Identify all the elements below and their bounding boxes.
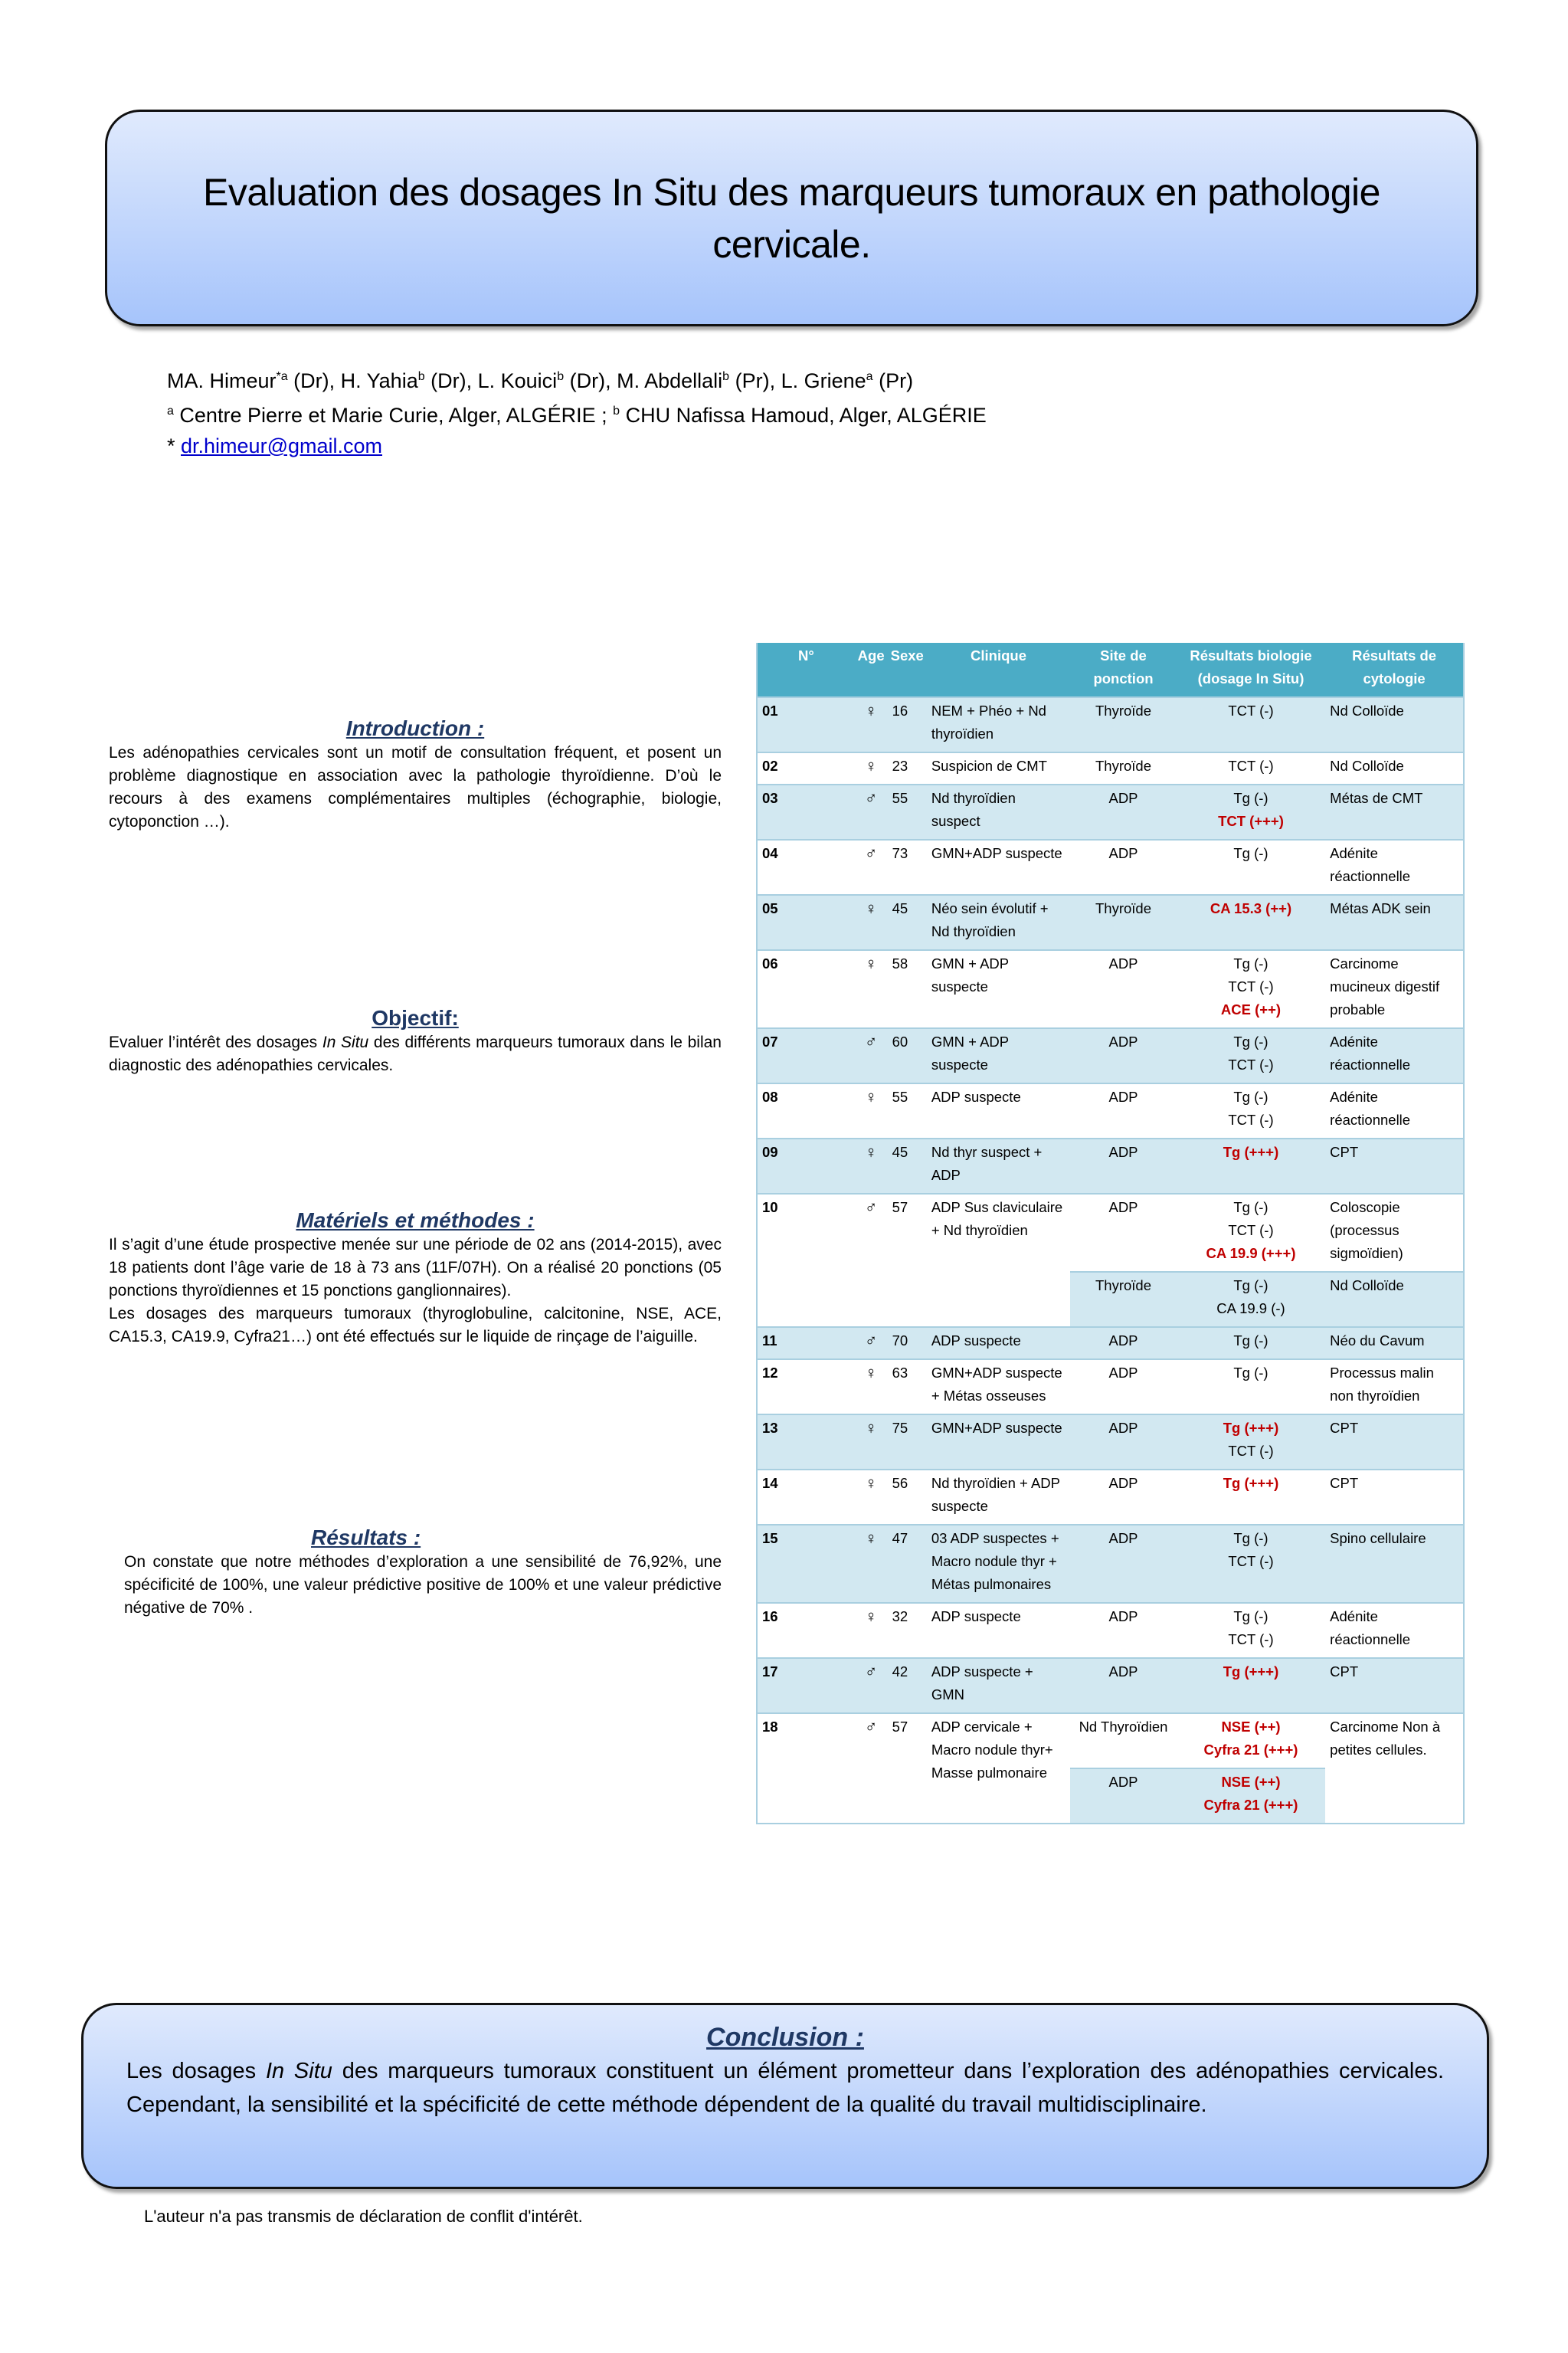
aff-sup: b — [613, 405, 620, 418]
female-icon: ♀ — [855, 1525, 888, 1603]
conclusion-heading — [126, 2020, 1444, 2054]
marker-negative: Tg (-) — [1233, 1034, 1268, 1050]
table-row — [757, 1470, 1464, 1525]
cell-number: 12 — [757, 1359, 855, 1414]
female-icon: ♀ — [855, 1359, 888, 1414]
cell-age: 45 — [888, 895, 927, 950]
cell-number: 17 — [757, 1658, 855, 1713]
male-icon: ♂ — [855, 1194, 888, 1327]
cell-site: ADP — [1070, 1768, 1177, 1824]
cell-cytologie: Nd Colloïde — [1325, 1272, 1464, 1327]
header-clinique: Clinique — [927, 643, 1070, 697]
marker-negative: Tg (-) — [1233, 1530, 1268, 1546]
cell-clinique: GMN+ADP suspecte — [927, 1414, 1070, 1470]
heading-text: Résultats : — [311, 1526, 421, 1549]
cell-clinique: ADP suspecte — [927, 1603, 1070, 1658]
text-run: des marqueurs tumoraux constituent un élément prometteur dans l’exploration des adénopathies cervicales. Cependant, la sensibilité et la spécificité de cette méthode dépendent de la qualité du travail multidisciplinaire. — [126, 2059, 1445, 2117]
header-biologie: Résultats biologie (dosage In Situ) — [1177, 643, 1325, 697]
heading-text: Objectif: — [372, 1006, 459, 1030]
table-body — [757, 697, 1464, 1824]
marker-negative: TCT (-) — [1228, 1553, 1274, 1569]
marker-positive: TCT (+++) — [1218, 813, 1284, 829]
author-name: M. Abdellali — [617, 369, 723, 392]
cell-number: 01 — [757, 697, 855, 752]
heading-text: Conclusion : — [706, 2023, 864, 2052]
header-cytologie: Résultats de cytologie — [1325, 643, 1464, 697]
male-icon: ♂ — [855, 1658, 888, 1713]
female-icon: ♀ — [855, 895, 888, 950]
heading-text: Matériels et méthodes : — [296, 1208, 535, 1232]
cell-site: ADP — [1070, 1603, 1177, 1658]
author-list — [167, 362, 987, 396]
female-icon: ♀ — [855, 1470, 888, 1525]
cell-site: Thyroïde — [1070, 895, 1177, 950]
cell-number: 13 — [757, 1414, 855, 1470]
author-role: (Dr), — [430, 369, 478, 392]
cell-biologie — [1177, 785, 1325, 840]
table-row — [757, 1525, 1464, 1603]
table-row — [757, 752, 1464, 785]
aff-sup: a — [167, 405, 174, 418]
author-name: L. Griene — [781, 369, 866, 392]
cell-age: 16 — [888, 697, 927, 752]
cell-age: 70 — [888, 1327, 927, 1359]
email-asterisk: * — [167, 434, 182, 457]
title-box — [105, 110, 1478, 326]
cell-number: 07 — [757, 1028, 855, 1083]
cell-site: Nd Thyroïdien — [1070, 1713, 1177, 1768]
cell-clinique: Néo sein évolutif + Nd thyroïdien — [927, 895, 1070, 950]
author-sup: b — [417, 370, 425, 383]
cell-number: 16 — [757, 1603, 855, 1658]
introduction-heading — [109, 716, 722, 742]
cell-age: 23 — [888, 752, 927, 785]
author-sup: a — [866, 370, 873, 383]
table-row — [757, 697, 1464, 752]
affiliation-a: Centre Pierre et Marie Curie, Alger, ALGÉRIE ; — [179, 404, 614, 427]
cell-cytologie: Néo du Cavum — [1325, 1327, 1464, 1359]
heading-text: Introduction : — [345, 716, 485, 740]
male-icon: ♂ — [855, 840, 888, 895]
female-icon: ♀ — [855, 1139, 888, 1194]
cell-clinique: Nd thyr suspect + ADP — [927, 1139, 1070, 1194]
author-role: (Dr), — [293, 369, 341, 392]
marker-negative: TCT (-) — [1228, 1443, 1274, 1459]
cell-cytologie: CPT — [1325, 1139, 1464, 1194]
cell-site: ADP — [1070, 1525, 1177, 1603]
cell-biologie — [1177, 1028, 1325, 1083]
introduction-text: Les adénopathies cervicales sont un motif de consultation fréquent, et posent un problème diagnostique en association avec la pathologie thyroïdienne. D’où le recours à des examens complémentaires multiples (échographie, biologie, cytoponction …). — [109, 744, 722, 831]
cell-biologie — [1177, 1414, 1325, 1470]
cell-age: 73 — [888, 840, 927, 895]
conclusion-box — [81, 2003, 1489, 2189]
cell-cytologie: Adénite réactionnelle — [1325, 840, 1464, 895]
marker-negative: TCT (-) — [1228, 978, 1274, 995]
female-icon: ♀ — [855, 697, 888, 752]
header-sexe: Sexe — [888, 643, 927, 697]
table-row — [757, 1713, 1464, 1768]
cell-clinique: ADP suspecte + GMN — [927, 1658, 1070, 1713]
cell-site: Thyroïde — [1070, 752, 1177, 785]
cell-age: 45 — [888, 1139, 927, 1194]
cell-number: 08 — [757, 1083, 855, 1139]
marker-negative: TCT (-) — [1228, 703, 1274, 719]
cell-site: ADP — [1070, 1359, 1177, 1414]
cell-number: 02 — [757, 752, 855, 785]
table-row — [757, 1028, 1464, 1083]
cell-cytologie: Carcinome mucineux digestif probable — [1325, 950, 1464, 1028]
table-row — [757, 1414, 1464, 1470]
cell-clinique: GMN+ADP suspecte — [927, 840, 1070, 895]
cell-age: 55 — [888, 785, 927, 840]
cell-cytologie: Métas ADK sein — [1325, 895, 1464, 950]
cell-age: 32 — [888, 1603, 927, 1658]
cell-site: ADP — [1070, 950, 1177, 1028]
affiliations — [167, 396, 987, 431]
marker-positive: CA 19.9 (+++) — [1206, 1245, 1296, 1261]
cell-age: 60 — [888, 1028, 927, 1083]
cell-age: 47 — [888, 1525, 927, 1603]
marker-positive: NSE (++) — [1221, 1774, 1281, 1790]
marker-negative: Tg (-) — [1233, 1365, 1268, 1381]
header-no: N° — [757, 643, 855, 697]
marker-negative: Tg (-) — [1233, 845, 1268, 861]
cell-number: 10 — [757, 1194, 855, 1327]
marker-negative: TCT (-) — [1228, 1112, 1274, 1128]
male-icon: ♂ — [855, 1327, 888, 1359]
cell-number: 14 — [757, 1470, 855, 1525]
cell-biologie — [1177, 1083, 1325, 1139]
cell-clinique: ADP Sus claviculaire + Nd thyroïdien — [927, 1194, 1070, 1327]
conclusion-text — [126, 2054, 1444, 2122]
author-name: L. Kouici — [477, 369, 558, 392]
author-sup: b — [722, 370, 730, 383]
objectif-text — [109, 1031, 722, 1077]
marker-positive: Cyfra 21 (+++) — [1203, 1742, 1298, 1758]
cell-site: ADP — [1070, 840, 1177, 895]
cell-cytologie: CPT — [1325, 1470, 1464, 1525]
header-site: Site de ponction — [1070, 643, 1177, 697]
female-icon: ♀ — [855, 752, 888, 785]
cell-clinique: ADP cervicale + Macro nodule thyr+ Masse pulmonaire — [927, 1713, 1070, 1824]
cell-site: ADP — [1070, 1028, 1177, 1083]
marker-negative: Tg (-) — [1233, 1608, 1268, 1624]
cell-biologie — [1177, 1768, 1325, 1824]
results-table — [756, 643, 1465, 1824]
marker-negative: Tg (-) — [1233, 790, 1268, 806]
author-role: (Dr), — [569, 369, 617, 392]
cell-biologie — [1177, 1139, 1325, 1194]
resultats-section — [124, 1525, 722, 1620]
cell-biologie — [1177, 1272, 1325, 1327]
marker-negative: Tg (-) — [1233, 955, 1268, 972]
table-row — [757, 840, 1464, 895]
marker-positive: NSE (++) — [1221, 1719, 1281, 1735]
objectif-section — [109, 1005, 722, 1077]
conflict-disclaimer: L'auteur n'a pas transmis de déclaration de conflit d'intérêt. — [144, 2207, 583, 2226]
resultats-heading — [124, 1525, 722, 1551]
cell-cytologie: Processus malin non thyroïdien — [1325, 1359, 1464, 1414]
cell-clinique: 03 ADP suspectes + Macro nodule thyr + Métas pulmonaires — [927, 1525, 1070, 1603]
table-row — [757, 785, 1464, 840]
table-row — [757, 1359, 1464, 1414]
cell-site: ADP — [1070, 1658, 1177, 1713]
male-icon: ♂ — [855, 785, 888, 840]
cell-cytologie: Adénite réactionnelle — [1325, 1603, 1464, 1658]
text-italic: In Situ — [265, 2059, 332, 2083]
resultats-text: On constate que notre méthodes d’exploration a une sensibilité de 76,92%, une spécificité de 100%, une valeur prédictive positive de 100% et une valeur prédictive négative de 70% . — [124, 1553, 722, 1617]
marker-positive: Cyfra 21 (+++) — [1203, 1797, 1298, 1813]
male-icon: ♂ — [855, 1028, 888, 1083]
methodes-section — [109, 1208, 722, 1349]
cell-age: 57 — [888, 1194, 927, 1327]
table-row — [757, 1083, 1464, 1139]
author-role: (Pr) — [879, 369, 914, 392]
text-run: Les dosages — [126, 2059, 266, 2083]
marker-positive: Tg (+++) — [1223, 1144, 1279, 1160]
methodes-heading — [109, 1208, 722, 1234]
table-row — [757, 1658, 1464, 1713]
cell-cytologie: Adénite réactionnelle — [1325, 1083, 1464, 1139]
cell-site: ADP — [1070, 1470, 1177, 1525]
cell-cytologie: Métas de CMT — [1325, 785, 1464, 840]
cell-age: 42 — [888, 1658, 927, 1713]
cell-site: ADP — [1070, 1083, 1177, 1139]
cell-cytologie: Spino cellulaire — [1325, 1525, 1464, 1603]
cell-age: 75 — [888, 1414, 927, 1470]
cell-biologie — [1177, 752, 1325, 785]
marker-negative: Tg (-) — [1233, 1199, 1268, 1215]
cell-biologie — [1177, 1525, 1325, 1603]
table-row — [757, 1139, 1464, 1194]
author-sup: b — [557, 370, 565, 383]
marker-positive: ACE (++) — [1220, 1001, 1282, 1018]
female-icon: ♀ — [855, 1603, 888, 1658]
cell-clinique: GMN + ADP suspecte — [927, 1028, 1070, 1083]
cell-cytologie: CPT — [1325, 1414, 1464, 1470]
cell-number: 04 — [757, 840, 855, 895]
cell-number: 11 — [757, 1327, 855, 1359]
cell-age: 58 — [888, 950, 927, 1028]
cell-age: 55 — [888, 1083, 927, 1139]
table-row — [757, 1603, 1464, 1658]
cell-biologie — [1177, 1194, 1325, 1272]
email-link[interactable]: dr.himeur@gmail.com — [181, 434, 383, 457]
cell-number: 09 — [757, 1139, 855, 1194]
cell-site: ADP — [1070, 1194, 1177, 1272]
cell-number: 05 — [757, 895, 855, 950]
cell-cytologie: Nd Colloïde — [1325, 697, 1464, 752]
affiliation-b: CHU Nafissa Hamoud, Alger, ALGÉRIE — [625, 404, 987, 427]
marker-negative: Tg (-) — [1233, 1277, 1268, 1293]
author-name: H. Yahia — [340, 369, 418, 392]
cell-biologie — [1177, 1658, 1325, 1713]
cell-age: 63 — [888, 1359, 927, 1414]
cell-cytologie: Carcinome Non à petites cellules. — [1325, 1713, 1464, 1824]
authors-block — [167, 362, 987, 461]
header-age: Age — [855, 643, 888, 697]
female-icon: ♀ — [855, 1414, 888, 1470]
cell-number: 03 — [757, 785, 855, 840]
marker-positive: CA 15.3 (++) — [1210, 900, 1292, 916]
cell-cytologie: Coloscopie (processus sigmoïdien) — [1325, 1194, 1464, 1272]
female-icon: ♀ — [855, 950, 888, 1028]
cell-number: 15 — [757, 1525, 855, 1603]
cell-clinique: Nd thyroïdien + ADP suspecte — [927, 1470, 1070, 1525]
author-sup: *a — [276, 370, 288, 383]
cell-site: ADP — [1070, 1327, 1177, 1359]
table-row — [757, 1194, 1464, 1272]
cell-biologie — [1177, 1713, 1325, 1768]
table-row — [757, 895, 1464, 950]
cell-biologie — [1177, 1603, 1325, 1658]
text-italic: In Situ — [322, 1034, 369, 1051]
cell-biologie — [1177, 1470, 1325, 1525]
marker-negative: TCT (-) — [1228, 1222, 1274, 1238]
methodes-text-1: Il s’agit d’une étude prospective menée sur une période de 02 ans (2014-2015), avec 18 patients dont l’âge varie de 18 à 73 ans (11F/07H). On a réalisé 20 ponctions (05 ponctions thyroïdiennes et 15 ponctions ganglionnaires). — [109, 1236, 722, 1299]
marker-negative: CA 19.9 (-) — [1216, 1300, 1285, 1316]
marker-positive: Tg (+++) — [1223, 1663, 1279, 1680]
methodes-text-2: Les dosages des marqueurs tumoraux (thyroglobuline, calcitonine, NSE, ACE, CA15.3, CA19.9, Cyfra21…) ont été effectués sur le liquide de rinçage de l’aiguille. — [109, 1305, 722, 1345]
introduction-section — [109, 716, 722, 834]
poster-title: Evaluation des dosages In Situ des marqueurs tumoraux en pathologie cervicale. — [203, 170, 1380, 266]
text-run: des différents marqueurs tumoraux dans le bilan diagnostic des adénopathies cervicales. — [109, 1034, 722, 1074]
objectif-heading — [109, 1005, 722, 1031]
cell-number: 06 — [757, 950, 855, 1028]
cell-number: 18 — [757, 1713, 855, 1824]
cell-biologie — [1177, 950, 1325, 1028]
cell-clinique: Nd thyroïdien suspect — [927, 785, 1070, 840]
text-run: Evaluer l’intérêt des dosages — [109, 1034, 322, 1051]
cell-biologie — [1177, 895, 1325, 950]
cell-site: Thyroïde — [1070, 697, 1177, 752]
cell-biologie — [1177, 1359, 1325, 1414]
marker-positive: Tg (+++) — [1223, 1475, 1279, 1491]
cell-biologie — [1177, 1327, 1325, 1359]
cell-site: ADP — [1070, 1414, 1177, 1470]
cell-clinique: Suspicion de CMT — [927, 752, 1070, 785]
marker-negative: TCT (-) — [1228, 758, 1274, 774]
cell-clinique: ADP suspecte — [927, 1083, 1070, 1139]
cell-site: Thyroïde — [1070, 1272, 1177, 1327]
female-icon: ♀ — [855, 1083, 888, 1139]
male-icon: ♂ — [855, 1713, 888, 1824]
marker-negative: Tg (-) — [1233, 1332, 1268, 1349]
author-role: (Pr), — [735, 369, 781, 392]
marker-negative: TCT (-) — [1228, 1057, 1274, 1073]
cell-site: ADP — [1070, 1139, 1177, 1194]
cell-biologie — [1177, 840, 1325, 895]
marker-positive: Tg (+++) — [1223, 1420, 1279, 1436]
cell-cytologie: Adénite réactionnelle — [1325, 1028, 1464, 1083]
cell-clinique: GMN+ADP suspecte + Métas osseuses — [927, 1359, 1070, 1414]
cell-cytologie: Nd Colloïde — [1325, 752, 1464, 785]
table-header-row — [757, 643, 1464, 697]
contact — [167, 431, 987, 461]
author-name: MA. Himeur — [167, 369, 277, 392]
cell-cytologie: CPT — [1325, 1658, 1464, 1713]
marker-negative: TCT (-) — [1228, 1631, 1274, 1647]
cell-age: 56 — [888, 1470, 927, 1525]
table-row — [757, 1327, 1464, 1359]
cell-clinique: ADP suspecte — [927, 1327, 1070, 1359]
cell-biologie — [1177, 697, 1325, 752]
marker-negative: Tg (-) — [1233, 1089, 1268, 1105]
cell-clinique: GMN + ADP suspecte — [927, 950, 1070, 1028]
cell-age: 57 — [888, 1713, 927, 1824]
cell-clinique: NEM + Phéo + Nd thyroïdien — [927, 697, 1070, 752]
cell-site: ADP — [1070, 785, 1177, 840]
table-row — [757, 950, 1464, 1028]
